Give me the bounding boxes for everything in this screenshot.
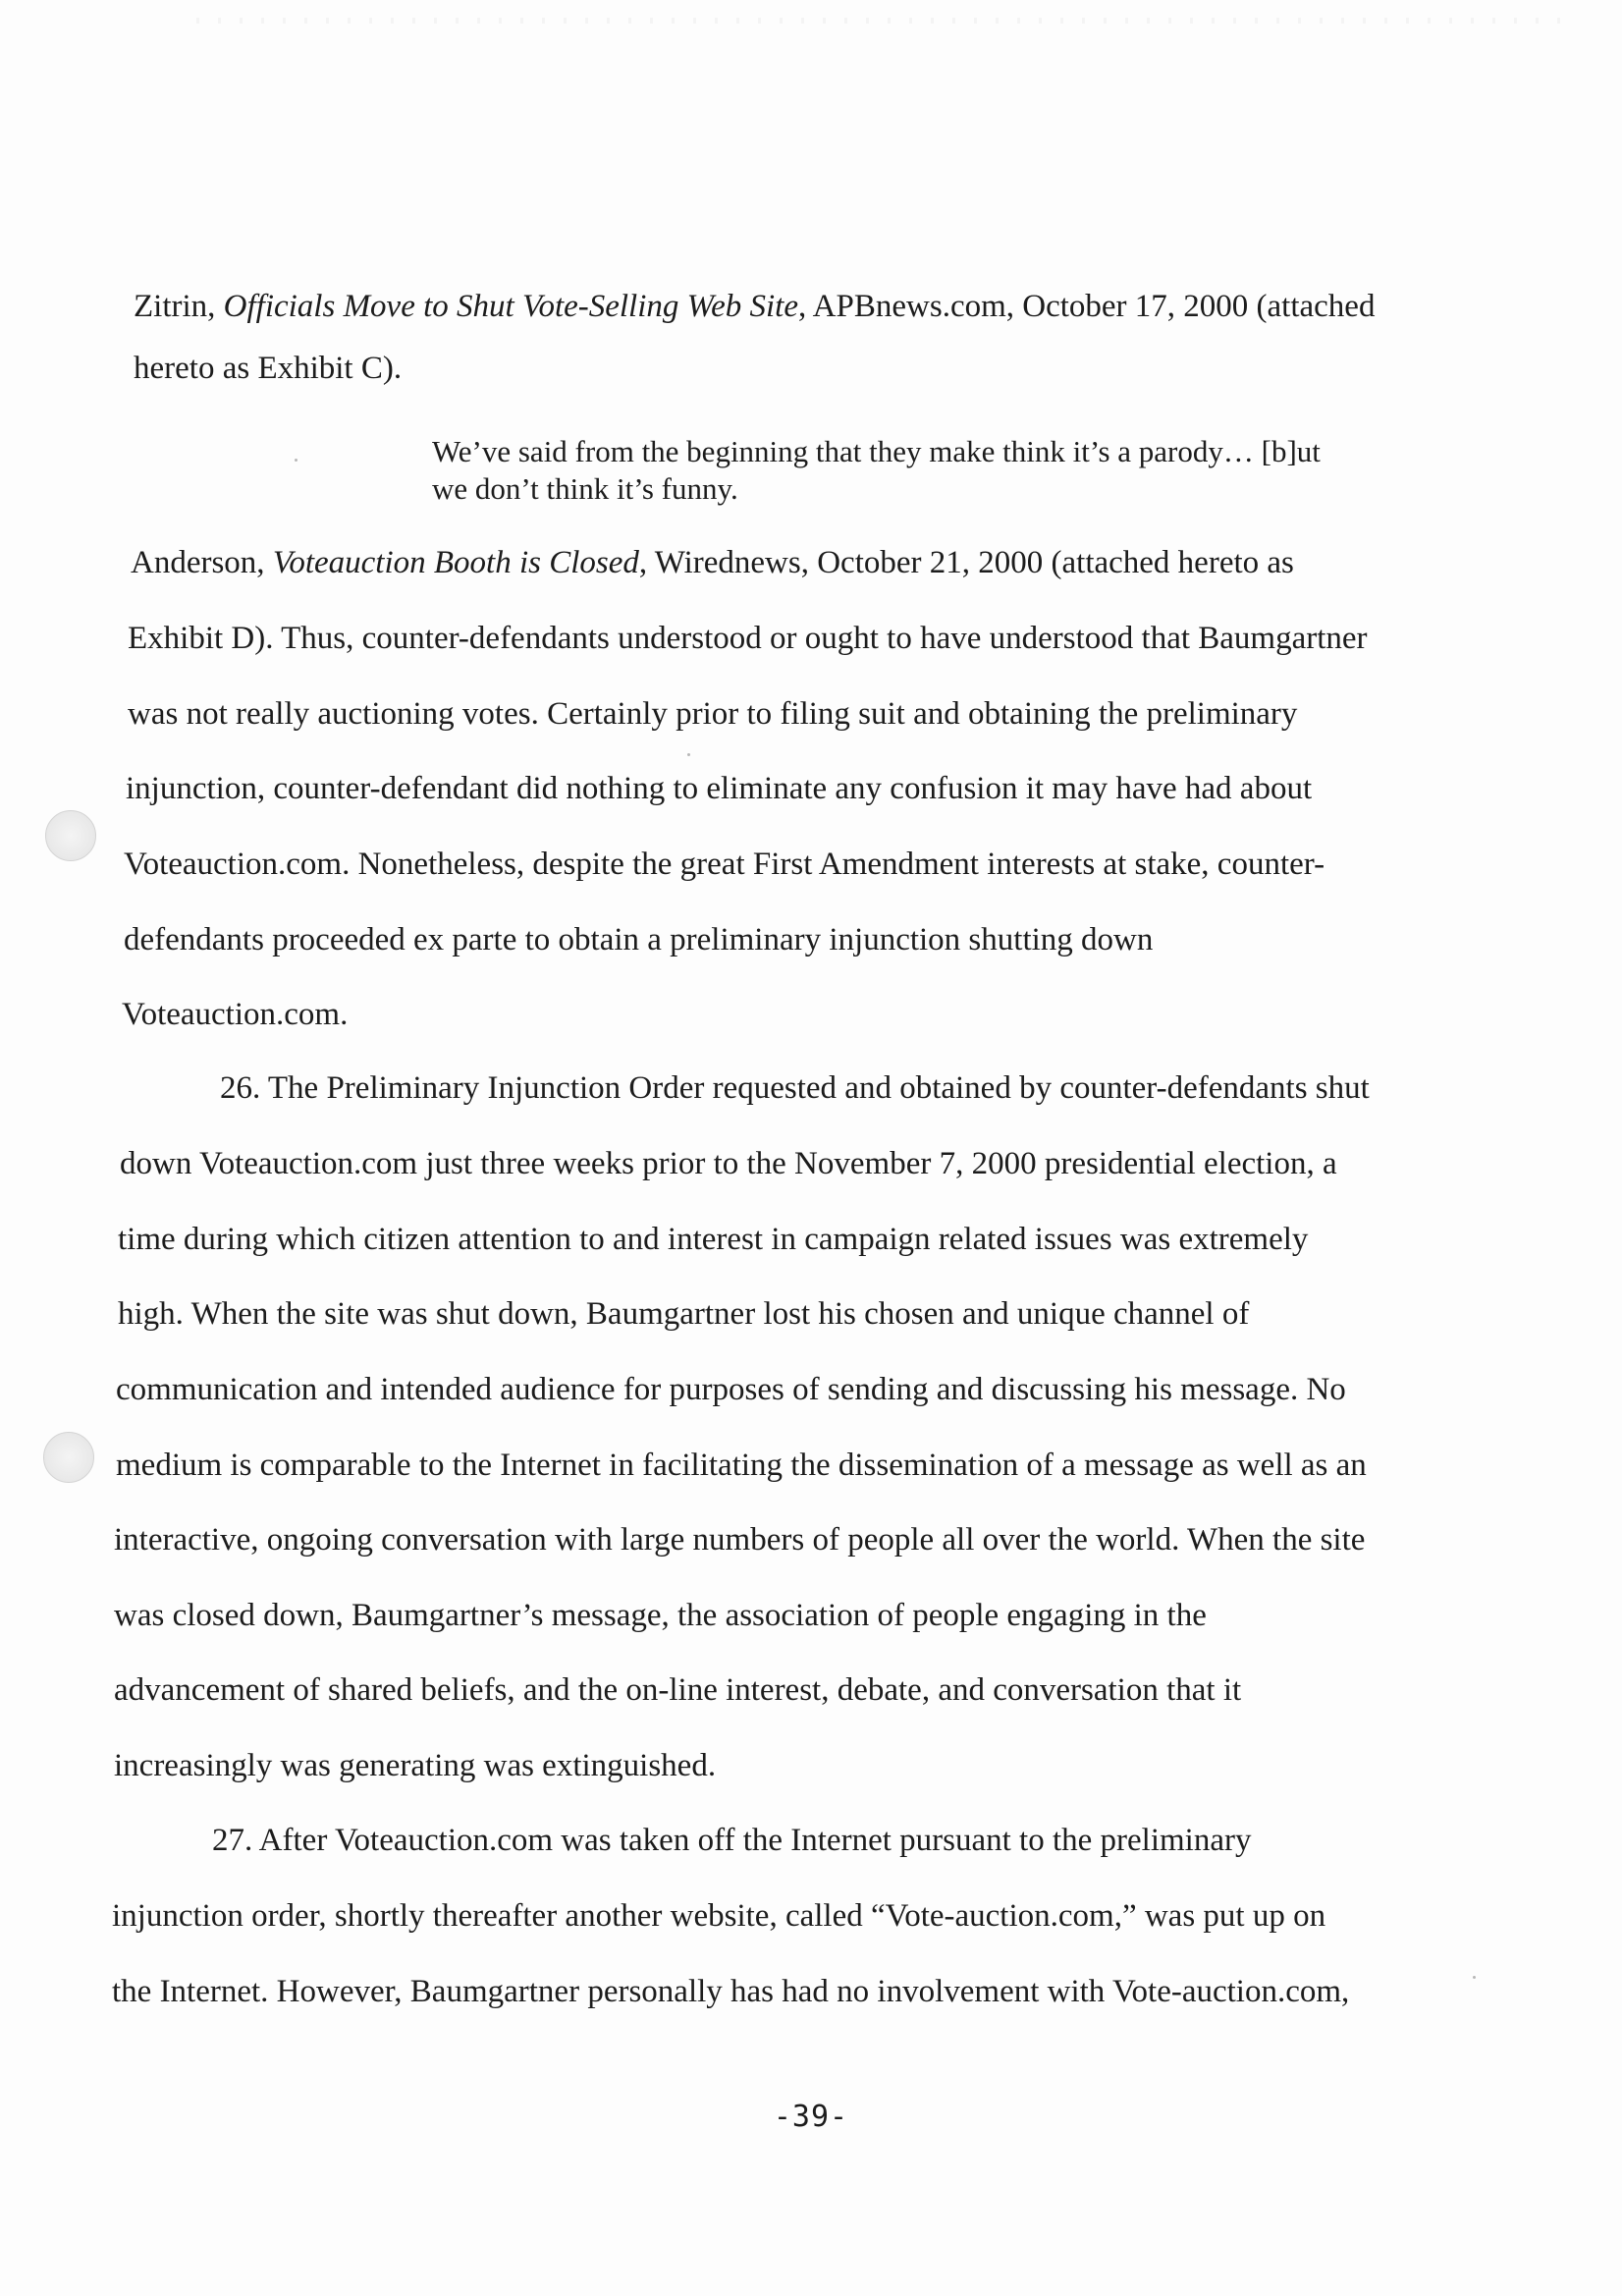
text-run: high. When the site was shut down, Baumgartner lost his chosen and unique channel of bbox=[118, 1296, 1250, 1332]
body-text-line bbox=[126, 769, 1312, 808]
text-run: Zitrin, bbox=[134, 289, 224, 324]
text-run: down Voteauction.com just three weeks prior to the November 7, 2000 presidential election, a bbox=[120, 1146, 1337, 1181]
body-text-line bbox=[112, 1896, 1325, 1936]
text-run: Exhibit D). Thus, counter-defendants understood or ought to have understood that Baumgartner bbox=[128, 621, 1368, 656]
body-text-line bbox=[116, 1370, 1346, 1409]
text-run: medium is comparable to the Internet in facilitating the dissemination of a message as well as an bbox=[116, 1448, 1367, 1483]
text-run: 26. The Preliminary Injunction Order requested and obtained by counter-defendants shut bbox=[220, 1070, 1370, 1106]
punch-hole-top bbox=[45, 810, 96, 861]
body-text-line bbox=[120, 1144, 1337, 1183]
text-run: was not really auctioning votes. Certainly prior to filing suit and obtaining the preliminary bbox=[128, 696, 1298, 732]
text-run: hereto as Exhibit C). bbox=[134, 351, 403, 386]
body-text-line bbox=[212, 1821, 1251, 1860]
article-title: Officials Move to Shut Vote-Selling Web Site bbox=[223, 289, 798, 324]
body-text-line bbox=[122, 995, 348, 1034]
text-run: interactive, ongoing conversation with large numbers of people all over the world. When the site bbox=[114, 1522, 1366, 1558]
body-text-line bbox=[220, 1068, 1370, 1108]
text-run: defendants proceeded ex parte to obtain a preliminary injunction shutting down bbox=[124, 922, 1154, 957]
scan-noise bbox=[196, 18, 1571, 24]
block-quote-line bbox=[432, 432, 1321, 471]
body-text-line bbox=[124, 920, 1153, 959]
body-text-line bbox=[112, 1972, 1349, 2011]
body-text-line bbox=[114, 1670, 1241, 1710]
article-title: Voteauction Booth is Closed bbox=[272, 545, 639, 580]
body-text-line bbox=[118, 1294, 1249, 1334]
text-run: communication and intended audience for purposes of sending and discussing his message. No bbox=[116, 1372, 1346, 1407]
body-text-line bbox=[134, 287, 1375, 326]
text-run: Anderson, bbox=[131, 545, 273, 580]
body-text-line bbox=[116, 1446, 1367, 1485]
scan-speck bbox=[1473, 1976, 1476, 1979]
text-run: advancement of shared beliefs, and the on-line interest, debate, and conversation that it bbox=[114, 1672, 1242, 1708]
text-run: we don’t think it’s funny. bbox=[432, 471, 738, 506]
text-run: Voteauction.com. bbox=[122, 997, 349, 1032]
body-text-line bbox=[114, 1746, 716, 1785]
punch-hole-bottom bbox=[43, 1432, 94, 1483]
body-text-line bbox=[134, 349, 402, 388]
body-text-line bbox=[128, 694, 1297, 734]
text-run: was closed down, Baumgartner’s message, the association of people engaging in the bbox=[114, 1598, 1207, 1633]
scan-speck bbox=[687, 753, 690, 756]
text-run: We’ve said from the beginning that they make think it’s a parody… [b]ut bbox=[432, 434, 1321, 468]
text-run: time during which citizen attention to and interest in campaign related issues was extremely bbox=[118, 1222, 1309, 1257]
body-text-line bbox=[114, 1520, 1365, 1559]
body-text-line bbox=[124, 845, 1325, 884]
text-run: increasingly was generating was extinguished. bbox=[114, 1748, 717, 1783]
text-run: , APBnews.com, October 17, 2000 (attached bbox=[798, 289, 1376, 324]
text-run: injunction, counter-defendant did nothing to eliminate any confusion it may have had about bbox=[126, 771, 1313, 806]
text-run: 27. After Voteauction.com was taken off the Internet pursuant to the preliminary bbox=[212, 1823, 1252, 1858]
body-text-line bbox=[114, 1596, 1207, 1635]
body-text-line bbox=[131, 543, 1294, 582]
body-text-line bbox=[118, 1220, 1308, 1259]
text-run: the Internet. However, Baumgartner personally has had no involvement with Vote-auction.com, bbox=[112, 1974, 1350, 2009]
scan-speck bbox=[295, 459, 297, 462]
page-number: -39- bbox=[773, 2100, 849, 2134]
body-text-line bbox=[128, 619, 1368, 658]
text-run: injunction order, shortly thereafter another website, called “Vote-auction.com,” was put up on bbox=[112, 1898, 1326, 1934]
text-run: , Wirednews, October 21, 2000 (attached hereto as bbox=[638, 545, 1294, 580]
block-quote-line bbox=[432, 469, 738, 509]
text-run: Voteauction.com. Nonetheless, despite the great First Amendment interests at stake, counter- bbox=[124, 847, 1325, 882]
